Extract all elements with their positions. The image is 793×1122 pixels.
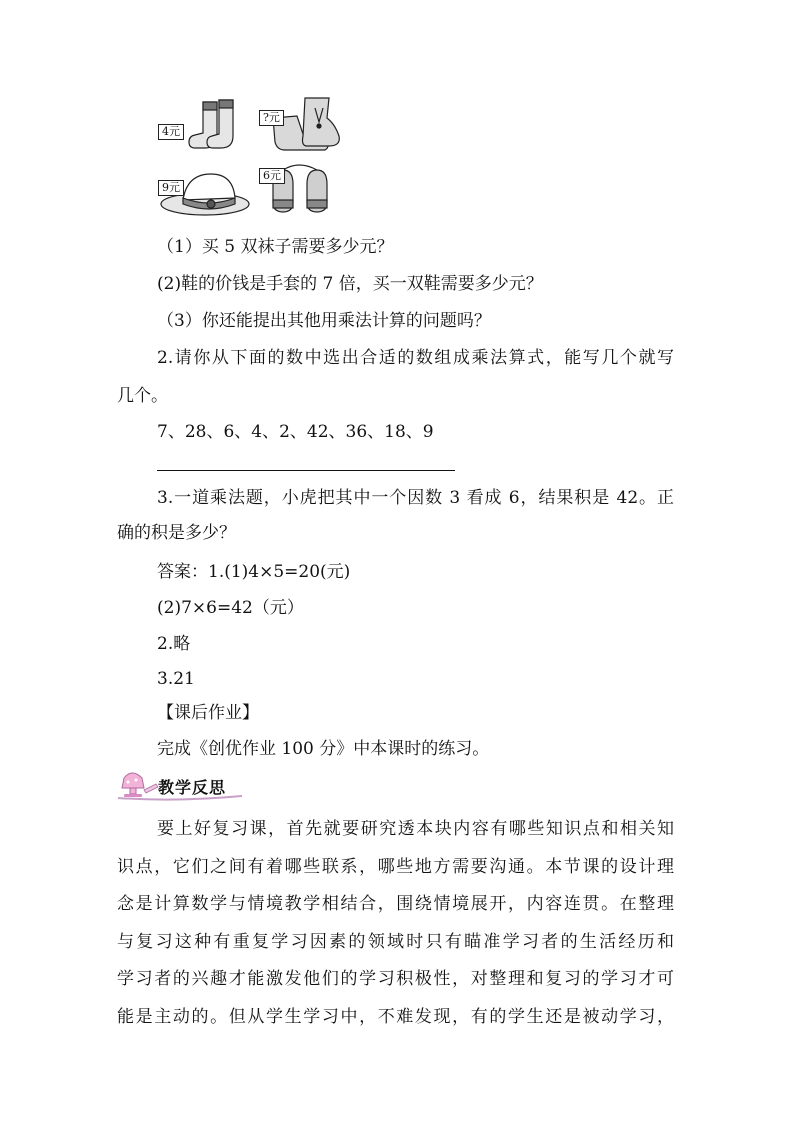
socks-price-tag: 4元 bbox=[158, 124, 184, 140]
boots-price-tag: ?元 bbox=[259, 110, 284, 126]
hat-price-tag: 9元 bbox=[158, 180, 184, 196]
lamp-icon bbox=[122, 773, 144, 797]
question-2 bbox=[157, 340, 674, 378]
reflection-line-4: 与复习这种有重复学习因素的领域时只有瞄准学习者的生活经历和 bbox=[117, 931, 674, 952]
reflection-line-5: 学习者的兴趣才能激发他们的学习积极性，对整理和复习的学习才可 bbox=[117, 969, 674, 989]
reflection-line-1: 要上好复习课，首先就要研究透本块内容有哪些知识点和相关知 bbox=[157, 819, 674, 839]
question-1-part-3: （3）你还能提出其他用乘法计算的问题吗？ bbox=[157, 311, 491, 331]
question-3 bbox=[157, 480, 674, 518]
question-1-part-2: (2)鞋的价钱是手套的 7 倍，买一双鞋需要多少元？ bbox=[157, 274, 543, 294]
reflection-title: 教学反思 bbox=[158, 778, 227, 797]
question-2-line-2: 几个。 bbox=[117, 386, 168, 406]
answer-1: 答案：1.(1)4×5=20(元) bbox=[157, 562, 351, 582]
reflection-paragraph bbox=[117, 811, 674, 1036]
gloves-price-tag: 6元 bbox=[259, 168, 285, 184]
number-list: 7、28、6、4、2、42、36、18、9 bbox=[157, 422, 434, 442]
question-3-line-2: 确的积是多少？ bbox=[117, 523, 236, 543]
homework-title: 【课后作业】 bbox=[157, 703, 259, 723]
reflection-line-2: 识点，它们之间有着哪些联系，哪些地方需要沟通。本节课的设计理 bbox=[117, 856, 674, 877]
socks-image bbox=[189, 100, 233, 148]
answer-1-part-2: (2)7×6=42（元） bbox=[157, 598, 304, 618]
clothing-price-figure bbox=[155, 96, 345, 226]
question-1-part-1: （1）买 5 双袜子需要多少元？ bbox=[157, 237, 394, 257]
answer-blank-line bbox=[157, 470, 455, 471]
question-3-line-1: 3.一道乘法题，小虎把其中一个因数 3 看成 6，结果积是 42。正 bbox=[157, 488, 674, 508]
homework-text: 完成《创优作业 100 分》中本课时的练习。 bbox=[157, 739, 490, 759]
reflection-line-3: 念是计算数学与情境教学相结合，围绕情境展开，内容连贯。在整理 bbox=[117, 894, 674, 914]
clothing-illustration bbox=[155, 96, 345, 226]
question-2-line-1: 2.请你从下面的数中选出合适的数组成乘法算式，能写几个就写 bbox=[157, 348, 674, 368]
answer-2: 2.略 bbox=[157, 634, 191, 654]
answer-3: 3.21 bbox=[157, 669, 195, 689]
reflection-line-6: 能是主动的。但从学生学习中，不难发现，有的学生还是被动学习， bbox=[117, 1006, 674, 1027]
